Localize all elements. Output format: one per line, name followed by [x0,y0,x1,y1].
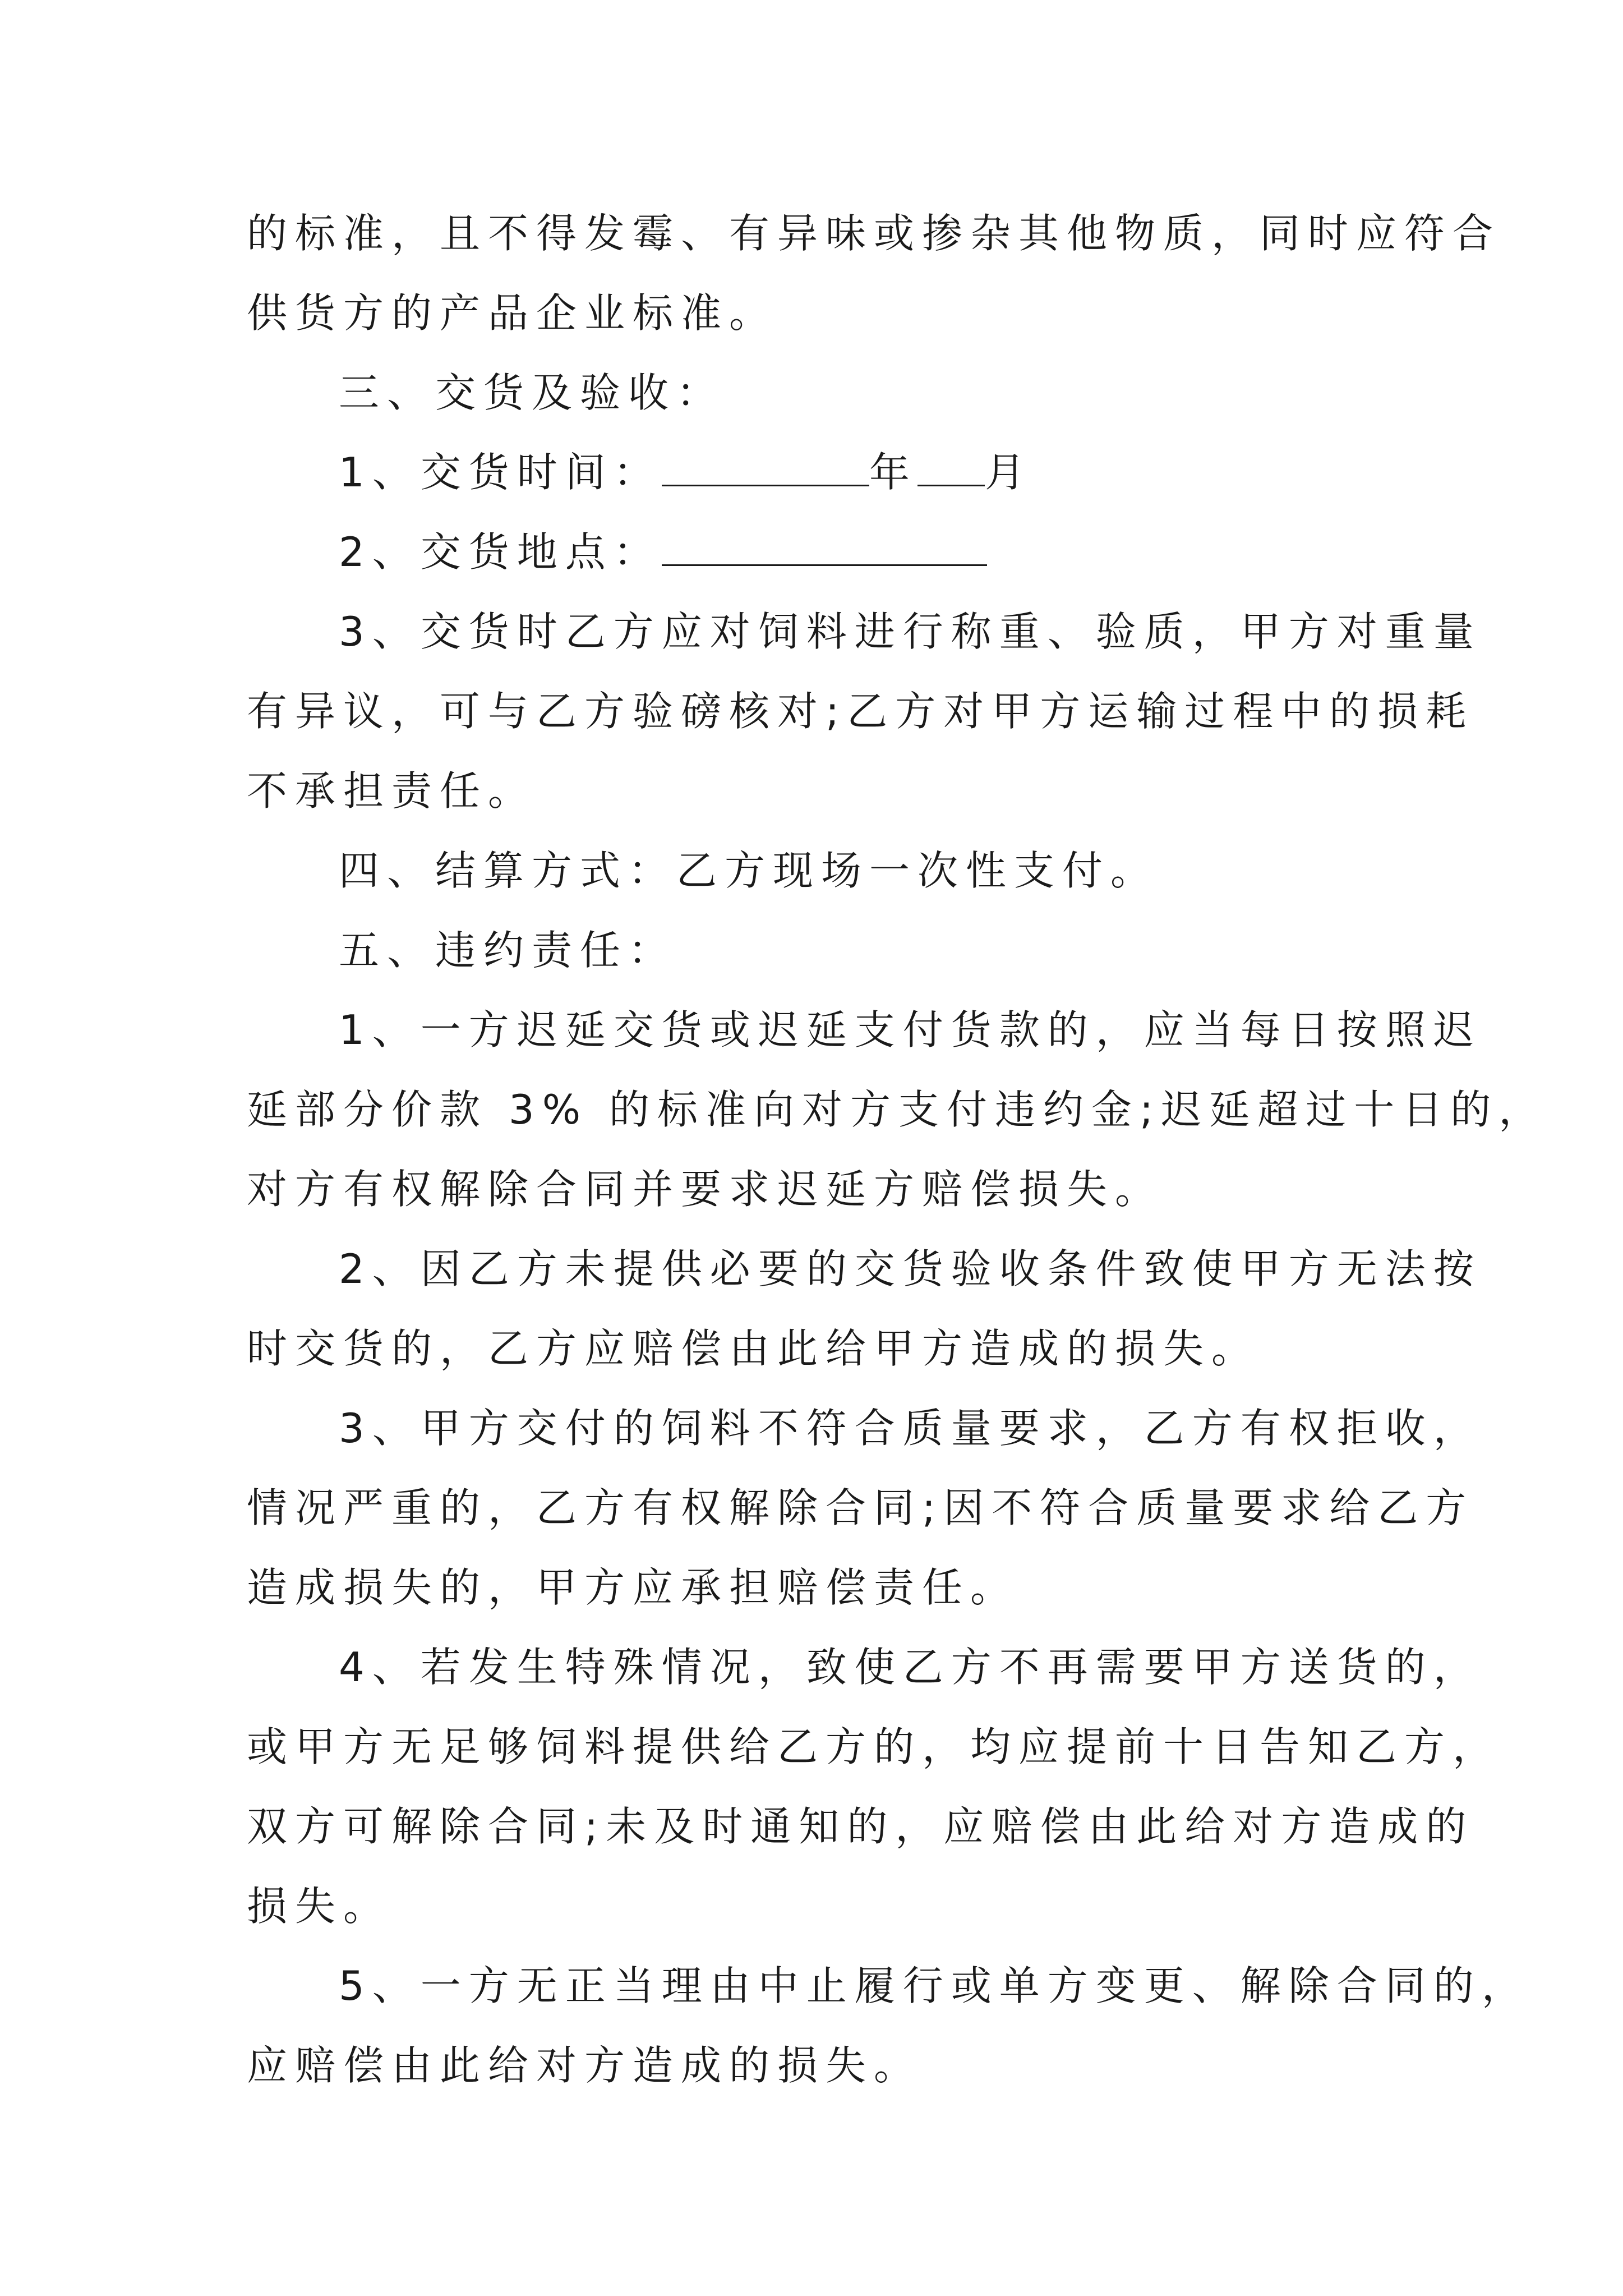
paragraph-line: 造成损失的，甲方应承担赔偿责任。 [247,1564,1019,1611]
paragraph-line: 4、若发生特殊情况，致使乙方不再需要甲方送货的， [339,1644,1482,1691]
section-heading-liability: 五、违约责任： [339,927,677,974]
delivery-month-blank [917,440,985,486]
delivery-place-label: 2、交货地点： [339,528,662,576]
delivery-time-label: 1、交货时间： [339,449,662,496]
paragraph-line: 不承担责任。 [247,767,537,815]
paragraph-line: 对方有权解除合同并要求迟延方赔偿损失。 [247,1166,1164,1213]
delivery-time-line [247,432,1380,512]
paragraph-line: 3、交货时乙方应对饲料进行称重、验质，甲方对重量 [339,608,1482,655]
paragraph-line: 或甲方无足够饲料提供给乙方的，均应提前十日告知乙方， [247,1723,1501,1770]
paragraph-line: 供货方的产品企业标准。 [247,289,778,337]
paragraph-line: 1、一方迟延交货或迟延支付货款的，应当每日按照迟 [339,1006,1482,1053]
month-suffix: 月 [984,449,1033,496]
year-suffix: 年 [869,449,917,496]
paragraph-line: 3、甲方交付的饲料不符合质量要求，乙方有权拒收， [339,1405,1482,1452]
paragraph-line: 应赔偿由此给对方造成的损失。 [247,2042,923,2089]
paragraph-line: 2、因乙方未提供必要的交货验收条件致使甲方无法按 [339,1245,1482,1292]
paragraph-line: 延部分价款 3% 的标准向对方支付违约金;迟延超过十日的， [247,1086,1547,1133]
paragraph-line: 情况严重的，乙方有权解除合同;因不符合质量要求给乙方 [247,1484,1474,1531]
section-heading-settlement: 四、结算方式：乙方现场一次性支付。 [339,847,1159,894]
paragraph-line: 的标准，且不得发霉、有异味或掺杂其他物质，同时应符合 [247,210,1501,257]
paragraph-line: 有异议，可与乙方验磅核对;乙方对甲方运输过程中的损耗 [247,688,1474,735]
paragraph-line: 时交货的，乙方应赔偿由此给甲方造成的损失。 [247,1325,1260,1372]
delivery-place-blank [662,519,987,566]
paragraph-line: 双方可解除合同;未及时通知的，应赔偿由此给对方造成的 [247,1803,1474,1850]
section-heading-delivery: 三、交货及验收： [339,369,725,416]
paragraph-line: 损失。 [247,1883,392,1930]
paragraph-line: 5、一方无正当理由中止履行或单方变更、解除合同的， [339,1962,1530,2009]
delivery-place-line [247,512,1380,592]
delivery-year-blank [662,440,869,486]
document-body [247,194,1547,2105]
